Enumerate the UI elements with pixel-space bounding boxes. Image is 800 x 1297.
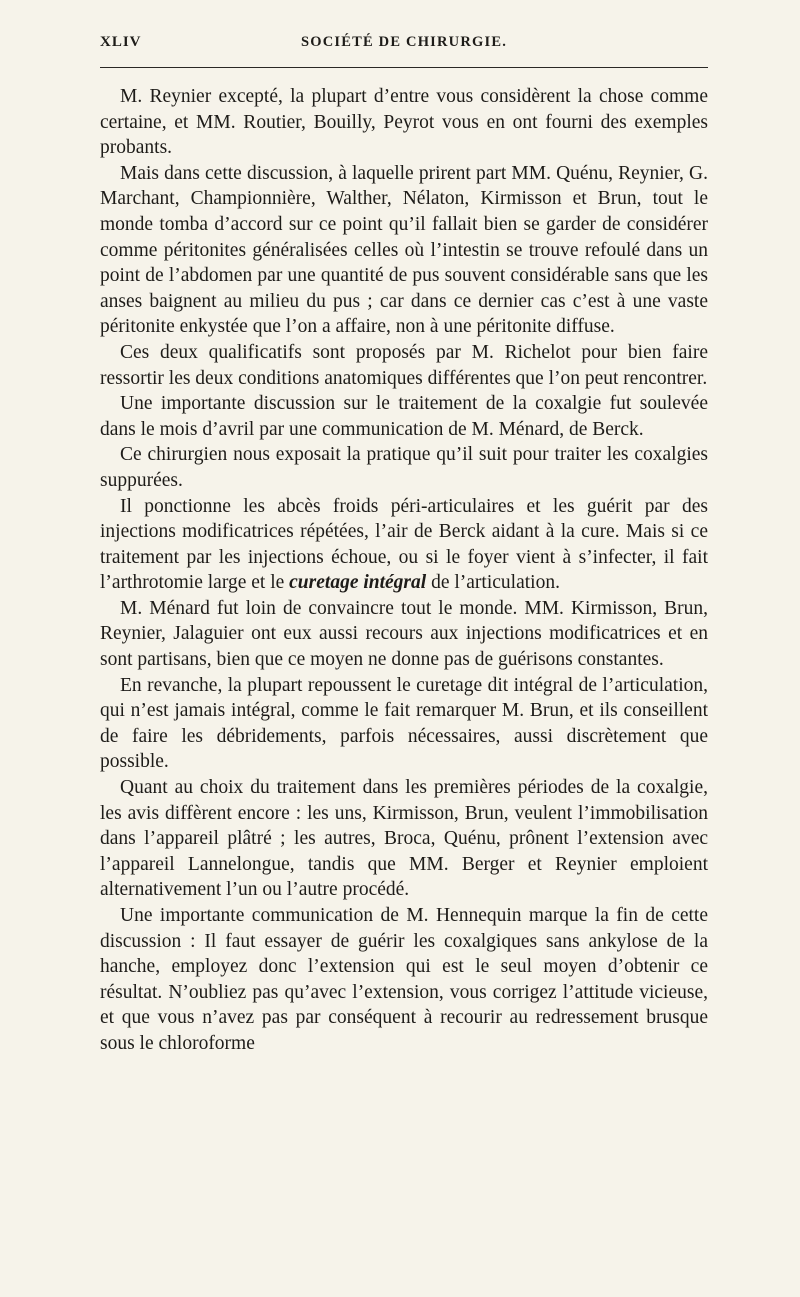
running-title: SOCIÉTÉ DE CHIRURGIE. xyxy=(300,34,508,50)
paragraph-text: de l’articulation. xyxy=(426,572,560,594)
paragraph: M. Ménard fut loin de convaincre tout le monde. MM. Kirmisson, Brun, Reynier, Jalaguier ont eux aussi recours aux injections modificatrices et en sont partisans, bien que ce moyen ne donne pas de guérisons constantes. xyxy=(100,597,708,671)
paragraph: Ce chirurgien nous exposait la pratique qu’il suit pour traiter les coxalgies suppurées. xyxy=(100,444,708,491)
paragraph: Quant au choix du traitement dans les premières périodes de la coxalgie, les avis diffèrent encore : les uns, Kirmisson, Brun, veulent l’immobilisation dans l’appareil plâtré ; les autres, Broca, Quénu, prônent l’extension avec l’appareil Lannelongue, tandis que MM. Berger et Reynier emploient alternativement l’un ou l’autre procédé. xyxy=(100,777,708,901)
paragraph: Mais dans cette discussion, à laquelle prirent part MM. Quénu, Reynier, G. Marchant, Championnière, Walther, Nélaton, Kirmisson et Brun, tout le monde tomba d’accord sur ce point qu’il fallait bien se garder de considérer comme péritonites généralisées celles où l’intestin se trouve refoulé dans un point de l’abdomen par une quantité de pus souvent considérable sans que les anses baignent au milieu du pus ; car dans ce dernier cas c’est à une vaste péritonite enkystée que l’on a affaire, non à une péritonite diffuse. xyxy=(100,162,708,338)
body-text xyxy=(100,84,708,1057)
header-rule xyxy=(100,67,708,68)
paragraph: Une importante discussion sur le traitement de la coxalgie fut soulevée dans le mois d’avril par une communication de M. Ménard, de Berck. xyxy=(100,393,708,440)
paragraph: M. Reynier excepté, la plupart d’entre vous considèrent la chose comme certaine, et MM. Routier, Bouilly, Peyrot vous en ont fourni des exemples probants. xyxy=(100,86,708,159)
paragraph-text: Il ponctionne les abcès froids péri-articulaires et les guérit par des injections modificatrices répétées, l’air de Berck aidant à la cure. Mais si ce traitement par les injections échoue, ou si le foyer vient à s’infecter, il fait l’arthrotomie large et le xyxy=(100,495,708,594)
emphasized-term: curetage intégral xyxy=(289,572,427,594)
paragraph: En revanche, la plupart repoussent le curetage dit intégral de l’articulation, qui n’est jamais intégral, comme le fait remarquer M. Brun, et ils conseillent de faire les débridements, parfois nécessaires, aussi discrètement que possible. xyxy=(100,674,708,773)
page-number: XLIV xyxy=(100,34,142,50)
paragraph xyxy=(100,494,708,596)
paragraph: Ces deux qualificatifs sont proposés par M. Richelot pour bien faire ressortir les deux conditions anatomiques différentes que l’on peut rencontrer. xyxy=(100,341,708,389)
page-header xyxy=(100,34,708,56)
paragraph: Une importante communication de M. Hennequin marque la fin de cette discussion : Il faut essayer de guérir les coxalgiques sans ankylose de la hanche, employez donc l’extension qui est le seul moyen d’obtenir ce résultat. N’oubliez pas qu’avec l’extension, vous corrigez l’attitude vicieuse, et que vous n’avez pas par conséquent à recourir au redressement brusque sous le chloroforme xyxy=(100,905,708,1054)
